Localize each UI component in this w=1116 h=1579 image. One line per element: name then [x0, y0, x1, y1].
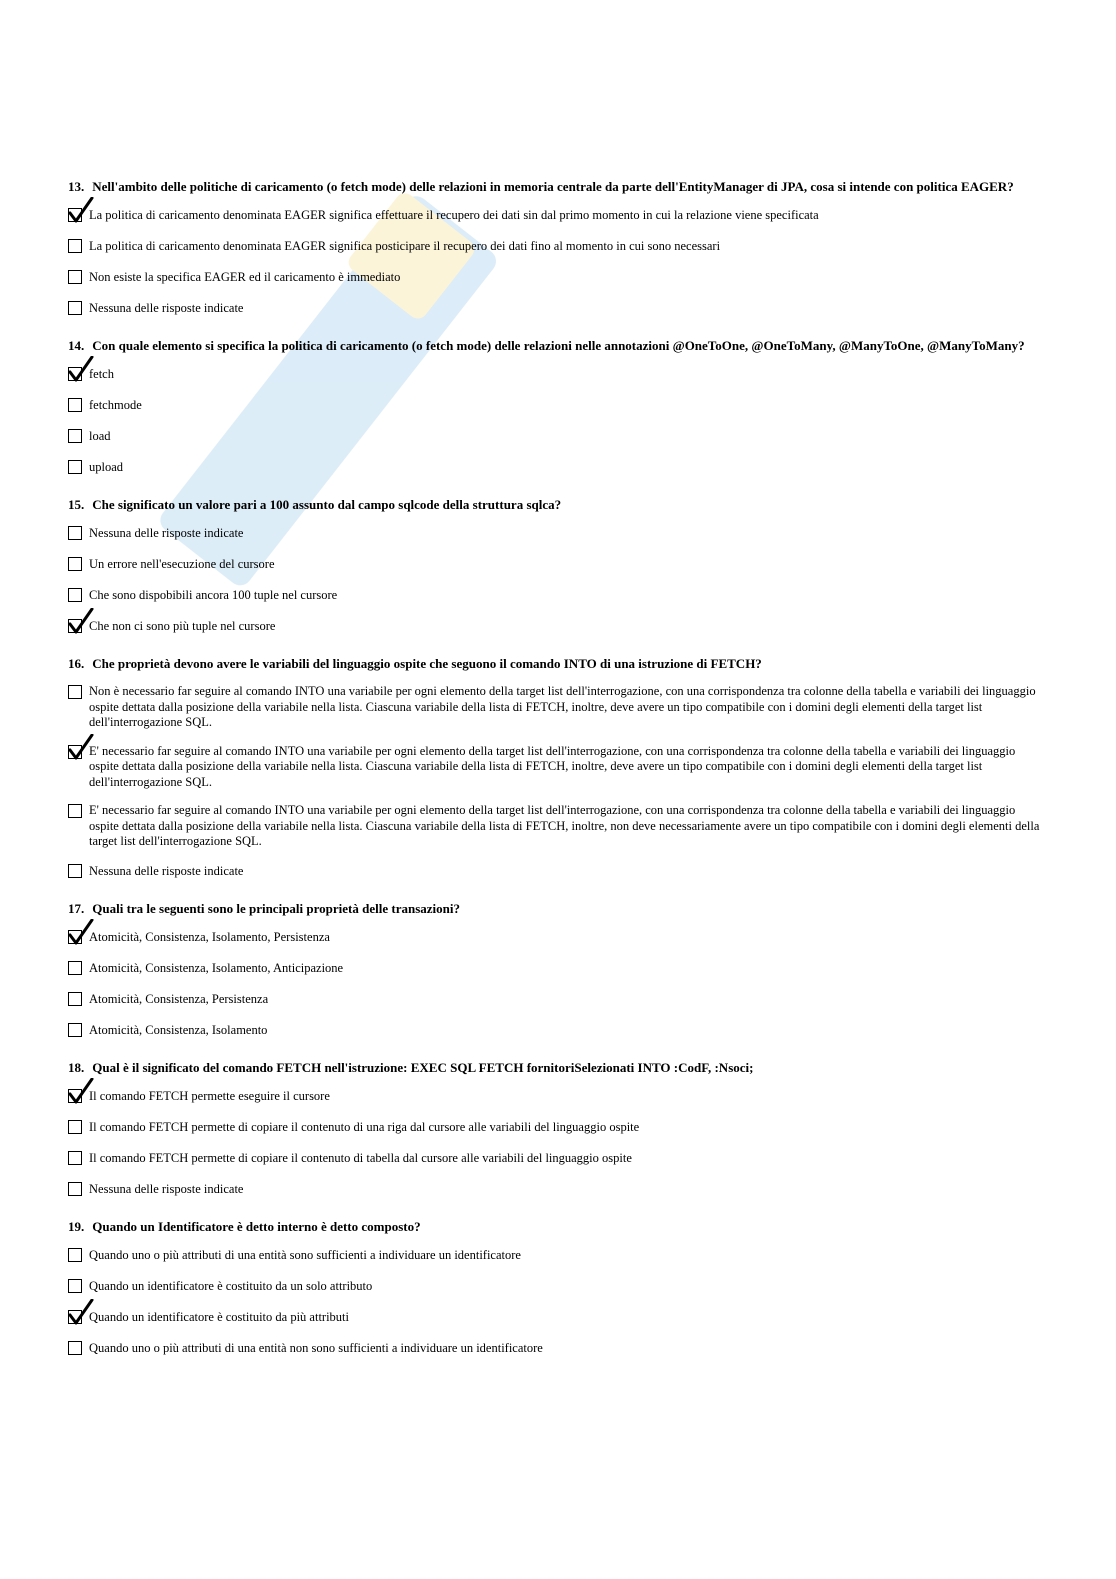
- question-text: Nell'ambito delle politiche di caricamento (o fetch mode) delle relazioni in memoria centrale da parte dell'EntityManager di JPA, cosa si intende con politica EAGER?: [92, 179, 1014, 194]
- answer-option: [68, 207, 1048, 223]
- answer-option: [68, 1309, 1048, 1325]
- question-17: [68, 901, 1048, 1038]
- answer-text: Nessuna delle risposte indicate: [89, 863, 244, 878]
- answer-option: [68, 556, 1048, 572]
- answer-checkbox[interactable]: [68, 1341, 82, 1355]
- answer-option: [68, 1181, 1048, 1197]
- answer-checkbox[interactable]: [68, 1120, 82, 1134]
- answer-checkbox[interactable]: [68, 301, 82, 315]
- question-text: Che proprietà devono avere le variabili del linguaggio ospite che seguono il comando INTO di una istruzione di FETCH?: [92, 656, 762, 671]
- question-number: 17.: [68, 900, 85, 916]
- answer-checkbox[interactable]: [68, 1089, 82, 1103]
- answer-option: [68, 1150, 1048, 1166]
- answer-checkbox[interactable]: [68, 460, 82, 474]
- answer-text: Quando un identificatore è costituito da più attributi: [89, 1309, 350, 1324]
- answer-text: Non esiste la specifica EAGER ed il caricamento è immediato: [89, 270, 401, 284]
- answer-text: Nessuna delle risposte indicate: [89, 301, 244, 315]
- answer-text: Atomicità, Consistenza, Isolamento, Persistenza: [89, 929, 330, 944]
- answer-checkbox[interactable]: [68, 961, 82, 975]
- answer-option: [68, 1088, 1048, 1104]
- answer-text: Atomicità, Consistenza, Isolamento, Anticipazione: [89, 960, 344, 975]
- answer-option: [68, 991, 1048, 1007]
- answer-text: load: [89, 429, 111, 443]
- answer-option: [68, 618, 1048, 634]
- answer-text: Atomicità, Consistenza, Persistenza: [89, 991, 269, 1006]
- answer-text: Che non ci sono più tuple nel cursore: [89, 619, 276, 633]
- answer-checkbox[interactable]: [68, 1248, 82, 1262]
- answer-checkbox[interactable]: [68, 745, 82, 759]
- answer-text: E' necessario far seguire al comando INTO una variabile per ogni elemento della target list dell'interrogazione, con una corrispondenza tra colonne della tabella e variabili dei linguaggio ospite dettata dalla posizione della variabile nella lista. Ciascuna variabile della lista di FETCH, inoltre, deve avere un tipo compatibile con i domini degli elementi della target list dell'interrogazione SQL.: [89, 743, 1016, 789]
- answer-text: Quando un identificatore è costituito da un solo attributo: [89, 1278, 373, 1293]
- question-16: [68, 656, 1048, 879]
- answer-option: [68, 863, 1048, 879]
- answer-option: [68, 803, 1048, 850]
- answer-option: [68, 744, 1048, 791]
- answer-option: [68, 428, 1048, 444]
- answer-checkbox[interactable]: [68, 992, 82, 1006]
- question-title: [68, 497, 1048, 513]
- answer-option: [68, 587, 1048, 603]
- answer-checkbox[interactable]: [68, 1279, 82, 1293]
- answer-checkbox[interactable]: [68, 367, 82, 381]
- answer-checkbox[interactable]: [68, 526, 82, 540]
- answer-text: fetchmode: [89, 398, 142, 412]
- answer-option: [68, 366, 1048, 382]
- question-19: [68, 1219, 1048, 1356]
- answer-option: [68, 929, 1048, 945]
- answer-option: [68, 397, 1048, 413]
- answer-text: La politica di caricamento denominata EAGER significa posticipare il recupero dei dati fino al momento in cui sono necessari: [89, 239, 721, 253]
- answer-checkbox[interactable]: [68, 1182, 82, 1196]
- question-number: 15.: [68, 497, 85, 512]
- question-number: 16.: [68, 656, 85, 671]
- answer-option: [68, 1119, 1048, 1135]
- question-title: [68, 1219, 1048, 1235]
- answer-text: Un errore nell'esecuzione del cursore: [89, 557, 275, 571]
- question-18: [68, 1060, 1048, 1197]
- answer-text: Il comando FETCH permette di copiare il contenuto di una riga dal cursore alle variabili del linguaggio ospite: [89, 1119, 640, 1134]
- answer-text: Che sono dispobibili ancora 100 tuple nel cursore: [89, 588, 338, 602]
- answer-text: upload: [89, 460, 124, 474]
- question-text: Quali tra le seguenti sono le principali proprietà delle transazioni?: [92, 900, 460, 916]
- question-number: 14.: [68, 338, 85, 353]
- question-title: [68, 901, 1048, 917]
- question-title: [68, 656, 1048, 672]
- answer-checkbox[interactable]: [68, 398, 82, 412]
- answer-option: [68, 238, 1048, 254]
- answer-checkbox[interactable]: [68, 619, 82, 633]
- answer-text: fetch: [89, 367, 114, 381]
- answer-text: Quando uno o più attributi di una entità non sono sufficienti a individuare un identificatore: [89, 1340, 543, 1355]
- answer-option: [68, 1340, 1048, 1356]
- answer-checkbox[interactable]: [68, 239, 82, 253]
- question-number: 19.: [68, 1218, 85, 1234]
- answer-checkbox[interactable]: [68, 685, 82, 699]
- answer-checkbox[interactable]: [68, 930, 82, 944]
- answer-text: Atomicità, Consistenza, Isolamento: [89, 1022, 268, 1037]
- question-text: Con quale elemento si specifica la politica di caricamento (o fetch mode) delle relazioni nelle annotazioni @OneToOne, @OneToMany, @ManyToOne, @ManyToMany?: [92, 338, 1025, 353]
- question-13: [68, 179, 1048, 316]
- quiz-page: [68, 179, 1048, 1378]
- answer-text: Non è necessario far seguire al comando INTO una variabile per ogni elemento della target list dell'interrogazione, con una corrispondenza tra colonne della tabella e variabili dei linguaggio ospite dettata dalla posizione della variabile nella lista. Ciascuna variabile della lista di FETCH, inoltre, deve avere un tipo compatibile con i domini degli elementi della target list dell'interrogazione SQL.: [89, 684, 1036, 729]
- answer-checkbox[interactable]: [68, 429, 82, 443]
- question-title: [68, 179, 1048, 195]
- answer-checkbox[interactable]: [68, 208, 82, 222]
- answer-checkbox[interactable]: [68, 1310, 82, 1324]
- answer-text: La politica di caricamento denominata EAGER significa effettuare il recupero dei dati sin dal primo momento in cui la relazione viene specificata: [89, 208, 819, 222]
- answer-option: [68, 459, 1048, 475]
- answer-text: Il comando FETCH permette eseguire il cursore: [89, 1088, 330, 1103]
- question-text: Quando un Identificatore è detto interno è detto composto?: [92, 1218, 421, 1234]
- answer-option: [68, 1247, 1048, 1263]
- question-title: [68, 338, 1048, 354]
- answer-option: [68, 1022, 1048, 1038]
- answer-text: E' necessario far seguire al comando INTO una variabile per ogni elemento della target list dell'interrogazione, con una corrispondenza tra colonne della tabella e variabili dei linguaggio ospite dettata dalla posizione della variabile nella lista. Ciascuna variabile della lista di FETCH, inoltre, non deve necessariamente avere un tipo compatibile con i domini degli elementi della target list dell'interrogazione SQL.: [89, 803, 1040, 848]
- answer-checkbox[interactable]: [68, 864, 82, 878]
- answer-text: Il comando FETCH permette di copiare il contenuto di tabella dal cursore alle variabili del linguaggio ospite: [89, 1150, 632, 1165]
- question-number: 18.: [68, 1059, 85, 1075]
- answer-checkbox[interactable]: [68, 1151, 82, 1165]
- question-number: 13.: [68, 179, 85, 194]
- answer-checkbox[interactable]: [68, 1023, 82, 1037]
- question-14: [68, 338, 1048, 475]
- answer-option: [68, 300, 1048, 316]
- question-15: [68, 497, 1048, 634]
- question-text: Che significato un valore pari a 100 assunto dal campo sqlcode della struttura sqlca?: [92, 497, 562, 512]
- answer-option: [68, 960, 1048, 976]
- answer-option: [68, 525, 1048, 541]
- answer-option: [68, 269, 1048, 285]
- answer-text: Nessuna delle risposte indicate: [89, 1181, 244, 1196]
- question-title: [68, 1060, 1048, 1076]
- answer-option: [68, 1278, 1048, 1294]
- answer-text: Nessuna delle risposte indicate: [89, 526, 244, 540]
- answer-option: [68, 684, 1048, 731]
- answer-checkbox[interactable]: [68, 557, 82, 571]
- answer-checkbox[interactable]: [68, 270, 82, 284]
- answer-checkbox[interactable]: [68, 804, 82, 818]
- answer-checkbox[interactable]: [68, 588, 82, 602]
- question-text: Qual è il significato del comando FETCH nell'istruzione: EXEC SQL FETCH fornitoriSelezionati INTO :CodF, :Nsoci;: [92, 1059, 754, 1075]
- answer-text: Quando uno o più attributi di una entità sono sufficienti a individuare un identificatore: [89, 1247, 521, 1262]
